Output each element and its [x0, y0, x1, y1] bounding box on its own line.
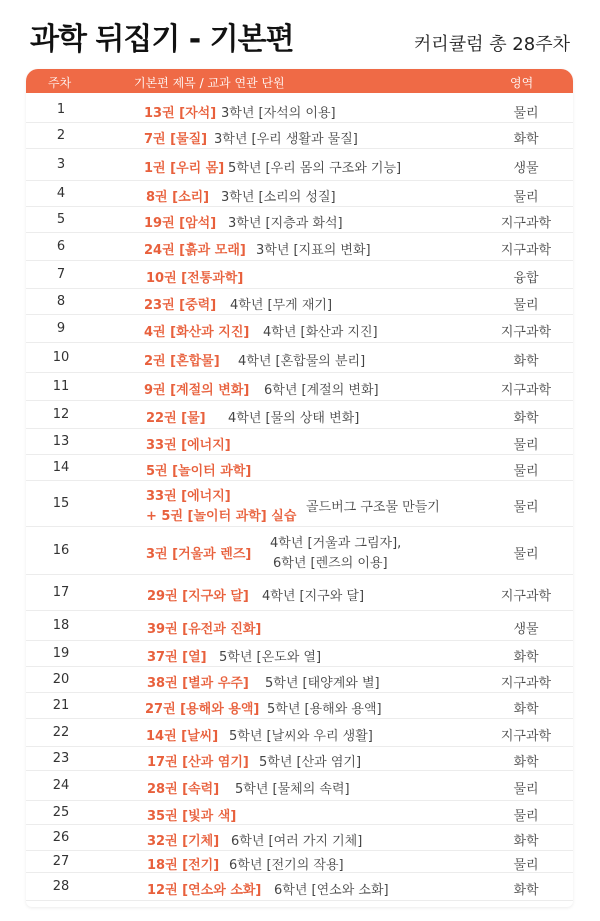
table-row	[26, 771, 573, 801]
subject-field: 물리	[513, 190, 539, 205]
curriculum-table	[26, 69, 573, 907]
subject-field: 물리	[513, 106, 539, 121]
curriculum-unit: 4학년 [거울과 그림자],	[270, 536, 402, 551]
book-title: 22권 [물]	[146, 411, 206, 426]
table-row	[26, 429, 573, 455]
subject-field: 물리	[513, 782, 539, 797]
header-field: 영역	[510, 76, 534, 90]
book-title: 23권 [중력]	[144, 298, 217, 313]
curriculum-unit: 5학년 [산과 염기]	[259, 755, 362, 770]
curriculum-unit: 4학년 [지구와 달]	[262, 589, 365, 604]
week-number: 8	[56, 294, 66, 309]
subject-field: 생물	[513, 161, 539, 176]
book-title: 35권 [빛과 색]	[147, 809, 237, 824]
curriculum-unit: 3학년 [우리 생활과 물질]	[214, 132, 358, 147]
book-title: 8권 [소리]	[146, 190, 210, 205]
curriculum-unit: 4학년 [물의 상태 변화]	[228, 411, 360, 426]
book-title: 37권 [열]	[147, 650, 207, 665]
table-row	[26, 181, 573, 207]
subject-field: 화학	[513, 650, 539, 665]
header-week: 주차	[48, 76, 72, 90]
book-title: 3권 [거울과 렌즈]	[146, 547, 252, 562]
curriculum-unit: 6학년 [여러 가지 기체]	[231, 834, 363, 849]
subject-field: 화학	[513, 755, 539, 770]
curriculum-unit: 3학년 [지표의 변화]	[256, 243, 371, 258]
book-title: 28권 [속력]	[147, 782, 220, 797]
book-title: 9권 [계절의 변화]	[144, 383, 250, 398]
week-number: 27	[52, 854, 70, 869]
table-row	[26, 455, 573, 481]
week-number: 14	[52, 460, 70, 475]
table-row	[26, 233, 573, 261]
week-number: 21	[52, 698, 70, 713]
subject-field: 지구과학	[500, 216, 552, 231]
book-title: 33권 [에너지]	[146, 489, 231, 504]
week-number: 3	[56, 157, 66, 172]
page-title: 과학 뒤집기 - 기본편	[30, 22, 294, 57]
subject-field: 화학	[513, 354, 539, 369]
table-row	[26, 373, 573, 401]
week-number: 6	[56, 239, 66, 254]
week-number: 5	[56, 212, 66, 227]
book-title: 29권 [지구와 달]	[147, 589, 249, 604]
week-number: 7	[56, 267, 66, 282]
book-title: 13권 [자석]	[144, 106, 217, 121]
subject-field: 지구과학	[500, 383, 552, 398]
table-row	[26, 207, 573, 233]
subject-field: 지구과학	[500, 676, 552, 691]
subject-field: 지구과학	[500, 243, 552, 258]
week-number: 1	[56, 102, 66, 117]
subject-field: 물리	[513, 809, 539, 824]
table-row	[26, 575, 573, 611]
week-number: 18	[52, 618, 70, 633]
curriculum-unit: 3학년 [지층과 화석]	[228, 216, 343, 231]
book-title: 2권 [혼합물]	[144, 354, 220, 369]
week-number: 13	[52, 434, 70, 449]
subject-field: 물리	[513, 500, 539, 515]
week-number: 4	[56, 186, 66, 201]
subject-field: 물리	[513, 464, 539, 479]
week-number: 9	[56, 321, 66, 336]
week-number: 12	[52, 407, 70, 422]
week-number: 19	[52, 646, 70, 661]
subject-field: 화학	[513, 883, 539, 898]
curriculum-unit: 4학년 [혼합물의 분리]	[238, 354, 366, 369]
curriculum-summary: 커리큘럼 총 28주차	[413, 34, 570, 55]
header-title: 기본편 제목 / 교과 연관 단원	[134, 76, 285, 90]
subject-field: 생물	[513, 622, 539, 637]
week-number: 16	[52, 543, 70, 558]
table-row	[26, 481, 573, 527]
subject-field: 지구과학	[500, 589, 552, 604]
week-number: 28	[52, 879, 70, 894]
book-title: 7권 [물질]	[144, 132, 208, 147]
curriculum-unit: 5학년 [물체의 속력]	[235, 782, 350, 797]
week-number: 25	[52, 805, 70, 820]
subject-field: 융합	[513, 271, 539, 286]
week-number: 23	[52, 751, 70, 766]
subject-field: 물리	[513, 298, 539, 313]
book-title: 24권 [흙과 모래]	[144, 243, 246, 258]
curriculum-unit: 골드버그 구조물 만들기	[306, 500, 440, 515]
table-row	[26, 401, 573, 429]
book-title: 4권 [화산과 지진]	[144, 325, 250, 340]
table-row	[26, 693, 573, 719]
week-number: 10	[52, 350, 70, 365]
book-title: 39권 [유전과 진화]	[147, 622, 262, 637]
table-row	[26, 343, 573, 373]
book-title: 18권 [전기]	[147, 858, 220, 873]
subject-field: 물리	[513, 858, 539, 873]
table-row	[26, 801, 573, 825]
week-number: 22	[52, 725, 70, 740]
week-number: 15	[52, 496, 70, 511]
curriculum-unit: 5학년 [온도와 열]	[219, 650, 322, 665]
table-row	[26, 641, 573, 667]
week-number: 17	[52, 585, 70, 600]
subject-field: 지구과학	[500, 325, 552, 340]
table-header	[26, 69, 573, 93]
table-row	[26, 873, 573, 901]
subject-field: 화학	[513, 702, 539, 717]
book-title: 14권 [날씨]	[146, 729, 219, 744]
book-title: 27권 [용해와 용액]	[145, 702, 260, 717]
table-row	[26, 719, 573, 747]
book-title: 10권 [전통과학]	[146, 271, 244, 286]
table-row	[26, 315, 573, 343]
table-row	[26, 289, 573, 315]
subject-field: 물리	[513, 547, 539, 562]
table-row	[26, 97, 573, 123]
curriculum-unit: 4학년 [무게 재기]	[230, 298, 333, 313]
curriculum-unit: 3학년 [소리의 성질]	[221, 190, 336, 205]
curriculum-unit: 5학년 [날씨와 우리 생활]	[229, 729, 373, 744]
subject-field: 화학	[513, 411, 539, 426]
table-row	[26, 123, 573, 149]
week-number: 20	[52, 672, 70, 687]
book-title: 1권 [우리 몸]	[144, 161, 225, 176]
book-title: 17권 [산과 염기]	[147, 755, 249, 770]
week-number: 11	[52, 379, 70, 394]
subject-field: 화학	[513, 132, 539, 147]
week-number: 26	[52, 830, 70, 845]
table-row	[26, 611, 573, 641]
table-row	[26, 667, 573, 693]
week-number: 24	[52, 778, 70, 793]
curriculum-unit: 6학년 [연소와 소화]	[274, 883, 389, 898]
table-row	[26, 527, 573, 575]
book-title: 33권 [에너지]	[146, 438, 231, 453]
table-row	[26, 149, 573, 181]
curriculum-unit: 4학년 [화산과 지진]	[263, 325, 378, 340]
curriculum-unit: 6학년 [계절의 변화]	[264, 383, 379, 398]
page-header	[0, 0, 600, 68]
curriculum-unit: 5학년 [태양계와 별]	[265, 676, 380, 691]
table-row	[26, 261, 573, 289]
curriculum-unit: 5학년 [용해와 용액]	[267, 702, 382, 717]
book-title: 32권 [기체]	[147, 834, 220, 849]
book-title-practice: + 5권 [놀이터 과학] 실습	[146, 509, 297, 524]
table-row	[26, 851, 573, 873]
week-number: 2	[56, 128, 66, 143]
curriculum-unit: 5학년 [우리 몸의 구조와 기능]	[228, 161, 402, 176]
book-title: 38권 [별과 우주]	[147, 676, 249, 691]
subject-field: 화학	[513, 834, 539, 849]
curriculum-unit-2: 6학년 [렌즈의 이용]	[273, 556, 388, 571]
subject-field: 지구과학	[500, 729, 552, 744]
book-title: 12권 [연소와 소화]	[147, 883, 262, 898]
table-row	[26, 747, 573, 771]
curriculum-unit: 3학년 [자석의 이용]	[221, 106, 336, 121]
book-title: 19권 [암석]	[144, 216, 217, 231]
curriculum-unit: 6학년 [전기의 작용]	[229, 858, 344, 873]
table-row	[26, 825, 573, 851]
book-title: 5권 [놀이터 과학]	[146, 464, 252, 479]
subject-field: 물리	[513, 438, 539, 453]
